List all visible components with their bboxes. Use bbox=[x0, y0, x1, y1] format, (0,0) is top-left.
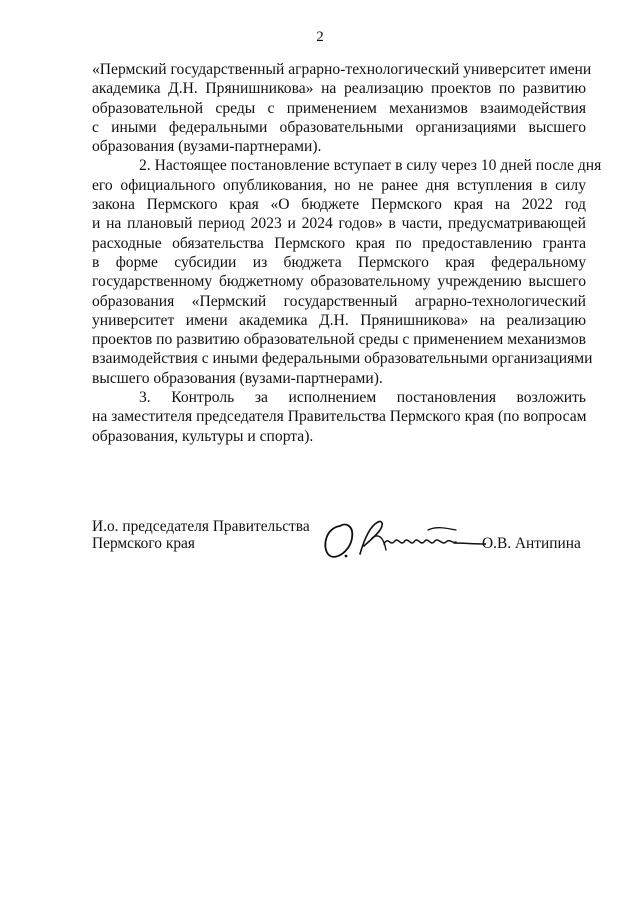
signature-block bbox=[92, 518, 586, 568]
page-number: 2 bbox=[316, 29, 324, 45]
text-line: расходные обязательства Пермского края по предоставлению гранта bbox=[92, 234, 586, 252]
text-line: образования «Пермский государственный аграрно-технологический bbox=[92, 292, 586, 310]
text-line: образования (вузами-партнерами). bbox=[92, 138, 322, 156]
paragraph-continuation bbox=[92, 60, 592, 156]
text-line: университет имени академика Д.Н. Прянишникова» на реализацию bbox=[92, 311, 586, 329]
document-body bbox=[92, 60, 602, 446]
signatory-title bbox=[92, 518, 310, 552]
text-line: 2. Настоящее постановление вступает в силу через 10 дней после дня bbox=[139, 157, 602, 175]
signatory-name: О.В. Антипина bbox=[482, 535, 581, 552]
text-line: 3. Контроль за исполнением постановления возложить bbox=[139, 389, 586, 407]
text-line: академика Д.Н. Прянишникова» на реализацию проектов по развитию bbox=[92, 80, 586, 98]
signatory-title-line: Пермского края bbox=[92, 535, 195, 552]
handwritten-signature bbox=[320, 516, 486, 562]
paragraph-3 bbox=[92, 388, 586, 446]
paragraph-2 bbox=[92, 156, 602, 388]
text-line: «Пермский государственный аграрно-технологический университет имени bbox=[92, 61, 592, 78]
text-line: образования, культуры и спорта). bbox=[92, 427, 314, 445]
text-line: с иными федеральными образовательными организациями высшего bbox=[92, 118, 586, 136]
text-line: на заместителя председателя Правительства Пермского края (по вопросам bbox=[92, 408, 587, 426]
text-line: проектов по развитию образовательной среды с применением механизмов bbox=[92, 331, 586, 349]
text-line: его официального опубликования, но не ранее дня вступления в силу bbox=[92, 176, 586, 194]
text-line: высшего образования (вузами-партнерами). bbox=[92, 369, 383, 387]
text-line: и на плановый период 2023 и 2024 годов» в части, предусматривающей bbox=[92, 215, 586, 233]
text-line: образовательной среды с применением механизмов взаимодействия bbox=[92, 99, 586, 117]
text-line: взаимодействия с иными федеральными образовательными организациями bbox=[92, 350, 593, 368]
text-line: в форме субсидии из бюджета Пермского края федеральному bbox=[92, 253, 586, 271]
text-line: закона Пермского края «О бюджете Пермского края на 2022 год bbox=[92, 196, 586, 214]
text-line: государственному бюджетному образовательному учреждению высшего bbox=[92, 273, 586, 291]
signatory-title-line: И.о. председателя Правительства bbox=[92, 518, 310, 535]
